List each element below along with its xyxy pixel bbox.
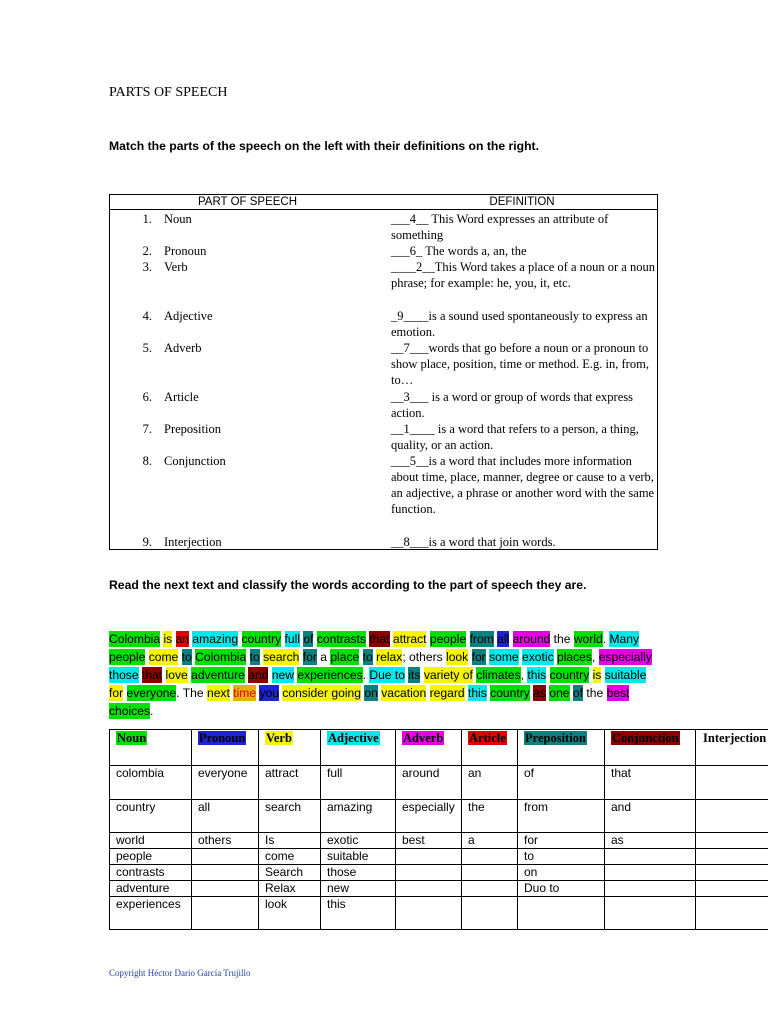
table-cell: Relax: [259, 881, 321, 897]
table-cell: Is: [259, 833, 321, 849]
highlighted-word-noun: one: [549, 686, 570, 700]
table-row: [110, 766, 768, 800]
part-of-speech-number: 4.: [142, 309, 152, 323]
highlighted-word-verb: search: [263, 650, 300, 664]
table-row: [110, 833, 768, 849]
column-header: [259, 730, 321, 766]
table-cell: suitable: [321, 849, 396, 865]
highlighted-word-noun: choices: [109, 704, 151, 718]
column-header: [110, 730, 192, 766]
table-cell: of: [518, 766, 605, 800]
column-header: [518, 730, 605, 766]
header-definition: DEFINITION: [489, 196, 555, 208]
table-cell: [605, 881, 696, 897]
column-header-label: Conjunction: [612, 731, 679, 745]
table-cell: especially: [396, 800, 462, 833]
column-header: [462, 730, 518, 766]
table-cell: an: [462, 766, 518, 800]
table-cell: [396, 849, 462, 865]
highlighted-word-adverb: best: [606, 686, 630, 700]
definition-item: ____2__This Word takes a place of a noun or a noun phrase; for example: he, you, it, etc.: [391, 260, 655, 291]
colored-paragraph: [109, 630, 661, 720]
table-row: [110, 849, 768, 865]
highlighted-word-conjunction: that: [369, 632, 390, 646]
highlighted-word-adjective: Many: [609, 632, 640, 646]
highlighted-word-noun: adventure: [191, 668, 245, 682]
part-of-speech-name: Verb: [164, 260, 188, 274]
column-header-label: Noun: [117, 731, 147, 745]
column-header-label: Preposition: [525, 731, 586, 745]
highlighted-word-verb: variety of: [423, 668, 473, 682]
highlighted-word-noun: country: [549, 668, 590, 682]
highlighted-word-noun: place: [330, 650, 360, 664]
highlighted-word-adjective: exotic: [522, 650, 554, 664]
table-cell: [396, 865, 462, 881]
definition-item: ___4__ This Word expresses an attribute of something: [391, 212, 609, 243]
table-cell: this: [321, 897, 396, 930]
column-header-label: Adverb: [403, 731, 444, 745]
highlighted-word-verb: consider going: [282, 686, 361, 700]
table-cell: to: [518, 849, 605, 865]
table-cell: experiences: [110, 897, 192, 930]
highlighted-word-verb: is: [592, 668, 602, 682]
table-cell: those: [321, 865, 396, 881]
table-cell: [192, 865, 259, 881]
part-of-speech-name: Adverb: [164, 341, 202, 355]
part-of-speech-name: Noun: [164, 212, 192, 226]
column-header-label: Article: [469, 731, 506, 745]
definition-item: ___5__is a word that includes more information about time, place, manner, degree or cause to a verb, an adjective, a phrase or another word with the same function.: [391, 454, 655, 517]
table-cell: [396, 897, 462, 930]
table-cell: all: [192, 800, 259, 833]
highlighted-word-adjective: some: [489, 650, 519, 664]
table-cell: contrasts: [110, 865, 192, 881]
table-cell: [518, 897, 605, 930]
table-cell: look: [259, 897, 321, 930]
highlighted-word-noun: country: [490, 686, 530, 700]
highlighted-word-adjective: those: [109, 668, 139, 682]
table-cell: best: [396, 833, 462, 849]
highlighted-word-noun: places: [557, 650, 592, 664]
definition-item: __8___is a word that join words.: [391, 535, 556, 549]
highlighted-word-conjunction: as: [533, 686, 546, 700]
table-cell: colombia: [110, 766, 192, 800]
column-header-label: Pronoun: [199, 731, 246, 745]
highlighted-word-adjective: suitable: [604, 668, 647, 682]
part-of-speech-number: 9.: [142, 535, 152, 549]
table-row: [110, 800, 768, 833]
plain-text: a: [316, 650, 331, 664]
table-cell: come: [259, 849, 321, 865]
header-part-of-speech: PART OF SPEECH: [197, 196, 298, 208]
table-cell: [462, 897, 518, 930]
highlighted-word-noun: contrasts: [316, 632, 366, 646]
table-cell: [462, 849, 518, 865]
highlighted-word-verb: is: [163, 632, 173, 646]
plain-text: . The: [176, 686, 207, 700]
table-cell: [192, 849, 259, 865]
definition-item: __7___words that go before a noun or a pronoun to show place, position, time or method. E.g. in, from, to…: [391, 341, 649, 388]
column-header-label: Verb: [266, 731, 292, 745]
highlighted-word-noun: climates: [476, 668, 521, 682]
match-table: [109, 194, 658, 550]
part-of-speech-name: Conjunction: [164, 454, 226, 468]
highlighted-word-preposition: for: [471, 650, 486, 664]
highlighted-word-preposition: to: [181, 650, 192, 664]
highlighted-word-noun: people: [109, 650, 146, 664]
highlighted-word-adverb: especially: [598, 650, 652, 664]
plain-text: .: [150, 704, 154, 718]
part-of-speech-name: Interjection: [164, 535, 222, 549]
highlighted-word-verb: look: [446, 650, 469, 664]
definition-item: ___6_ The words a, an, the: [391, 244, 527, 258]
table-cell: country: [110, 800, 192, 833]
table-cell: [696, 766, 768, 800]
highlighted-word-verb: relax: [376, 650, 403, 664]
part-of-speech-number: 3.: [142, 260, 152, 274]
column-header-label: Adjective: [328, 731, 379, 745]
highlighted-word-preposition: to: [362, 650, 373, 664]
part-of-speech-name: Adjective: [164, 309, 213, 323]
table-cell: around: [396, 766, 462, 800]
highlighted-word-adjective: Due to: [369, 668, 405, 682]
table-cell: [605, 865, 696, 881]
highlighted-word-adjective: this: [467, 686, 487, 700]
table-cell: [696, 865, 768, 881]
table-row: [110, 865, 768, 881]
table-cell: [696, 897, 768, 930]
highlighted-word-verb: love: [165, 668, 188, 682]
highlighted-word-noun: Colombia: [195, 650, 247, 664]
table-cell: people: [110, 849, 192, 865]
part-of-speech-name: Preposition: [164, 422, 221, 436]
table-cell: [696, 881, 768, 897]
highlighted-word-verb: for: [109, 686, 124, 700]
part-of-speech-number: 1.: [142, 212, 152, 226]
plain-text: .: [602, 632, 610, 646]
table-cell: amazing: [321, 800, 396, 833]
table-cell: as: [605, 833, 696, 849]
highlighted-word-noun: people: [429, 632, 467, 646]
plain-text: ,: [520, 668, 528, 682]
plain-text: ; others: [402, 650, 447, 664]
page-title: PARTS OF SPEECH: [109, 85, 228, 100]
column-header: [696, 730, 768, 766]
table-cell: adventure: [110, 881, 192, 897]
highlighted-word-conjunction: and: [248, 668, 269, 682]
column-header-label: Interjection: [703, 731, 767, 745]
copyright-footer: Copyright Héctor Darío García Trujillo: [109, 968, 251, 978]
definition-item: _9____is a sound used spontaneously to express an emotion.: [391, 309, 648, 340]
highlighted-word-preposition: of: [572, 686, 584, 700]
highlighted-word-verb: come: [148, 650, 179, 664]
highlighted-word-adjective: this: [527, 668, 547, 682]
highlighted-word-adjective: amazing: [192, 632, 239, 646]
highlighted-word-preposition: of: [303, 632, 314, 646]
table-cell: the: [462, 800, 518, 833]
plain-text: the: [550, 632, 574, 646]
highlighted-word-time: time: [233, 686, 257, 700]
column-header: [192, 730, 259, 766]
table-cell: others: [192, 833, 259, 849]
highlighted-word-article: an: [175, 632, 190, 646]
table-cell: [696, 849, 768, 865]
table-cell: that: [605, 766, 696, 800]
part-of-speech-number: 8.: [142, 454, 152, 468]
highlighted-word-adjective: new: [271, 668, 295, 682]
table-cell: [605, 897, 696, 930]
table-cell: [696, 833, 768, 849]
table-cell: [605, 849, 696, 865]
match-instruction: Match the parts of the speech on the left with their definitions on the right.: [109, 139, 539, 153]
table-cell: from: [518, 800, 605, 833]
highlighted-word-pronoun: you: [259, 686, 279, 700]
part-of-speech-number: 5.: [142, 341, 152, 355]
highlighted-word-adjective: full: [284, 632, 301, 646]
table-cell: on: [518, 865, 605, 881]
highlighted-word-preposition: its: [408, 668, 421, 682]
table-cell: Search: [259, 865, 321, 881]
table-cell: exotic: [321, 833, 396, 849]
plain-text: .: [362, 668, 370, 682]
part-of-speech-number: 2.: [142, 244, 152, 258]
part-of-speech-name: Article: [164, 390, 199, 404]
part-of-speech-number: 7.: [142, 422, 152, 436]
table-cell: [696, 800, 768, 833]
column-header: [321, 730, 396, 766]
highlighted-word-noun: Colombia: [109, 632, 161, 646]
table-cell: for: [518, 833, 605, 849]
highlighted-word-noun: experiences: [297, 668, 363, 682]
highlighted-word-noun: country: [241, 632, 282, 646]
plain-text: [123, 686, 126, 700]
highlighted-word-verb: regard: [429, 686, 465, 700]
highlighted-word-noun: world: [573, 632, 603, 646]
highlighted-word-verb: vacation: [381, 686, 427, 700]
highlighted-word-verb: next: [206, 686, 230, 700]
table-cell: [462, 881, 518, 897]
table-cell: [396, 881, 462, 897]
highlighted-word-pronoun: all: [497, 632, 510, 646]
table-cell: full: [321, 766, 396, 800]
table-cell: search: [259, 800, 321, 833]
plain-text: ,: [591, 650, 599, 664]
highlighted-word-noun: everyone: [126, 686, 177, 700]
highlighted-word-adverb: around: [512, 632, 551, 646]
table-row: [110, 881, 768, 897]
table-cell: new: [321, 881, 396, 897]
table-cell: attract: [259, 766, 321, 800]
column-header: [605, 730, 696, 766]
part-of-speech-number: 6.: [142, 390, 152, 404]
highlighted-word-preposition: from: [469, 632, 494, 646]
table-cell: Duo to: [518, 881, 605, 897]
table-cell: everyone: [192, 766, 259, 800]
highlighted-word-verb: attract: [392, 632, 427, 646]
table-cell: [192, 897, 259, 930]
classify-instruction: Read the next text and classify the words according to the part of speech they are.: [109, 578, 587, 592]
definition-item: __1____ is a word that refers to a person, a thing, quality, or an action.: [391, 422, 639, 453]
plain-text: [238, 632, 241, 646]
table-cell: [192, 881, 259, 897]
table-cell: a: [462, 833, 518, 849]
part-of-speech-name: Pronoun: [164, 244, 207, 258]
table-cell: [462, 865, 518, 881]
match-table-header: [110, 195, 657, 210]
highlighted-word-preposition: on: [364, 686, 378, 700]
classification-table: [109, 729, 768, 930]
highlighted-word-conjunction: that: [141, 668, 163, 682]
highlighted-word-preposition: to: [249, 650, 260, 664]
plain-text: the: [583, 686, 607, 700]
table-row: [110, 897, 768, 930]
highlighted-word-preposition: for: [302, 650, 317, 664]
table-cell: and: [605, 800, 696, 833]
definition-item: __3___ is a word or group of words that express action.: [391, 390, 633, 421]
classification-header-row: [110, 730, 768, 766]
table-cell: world: [110, 833, 192, 849]
column-header: [396, 730, 462, 766]
